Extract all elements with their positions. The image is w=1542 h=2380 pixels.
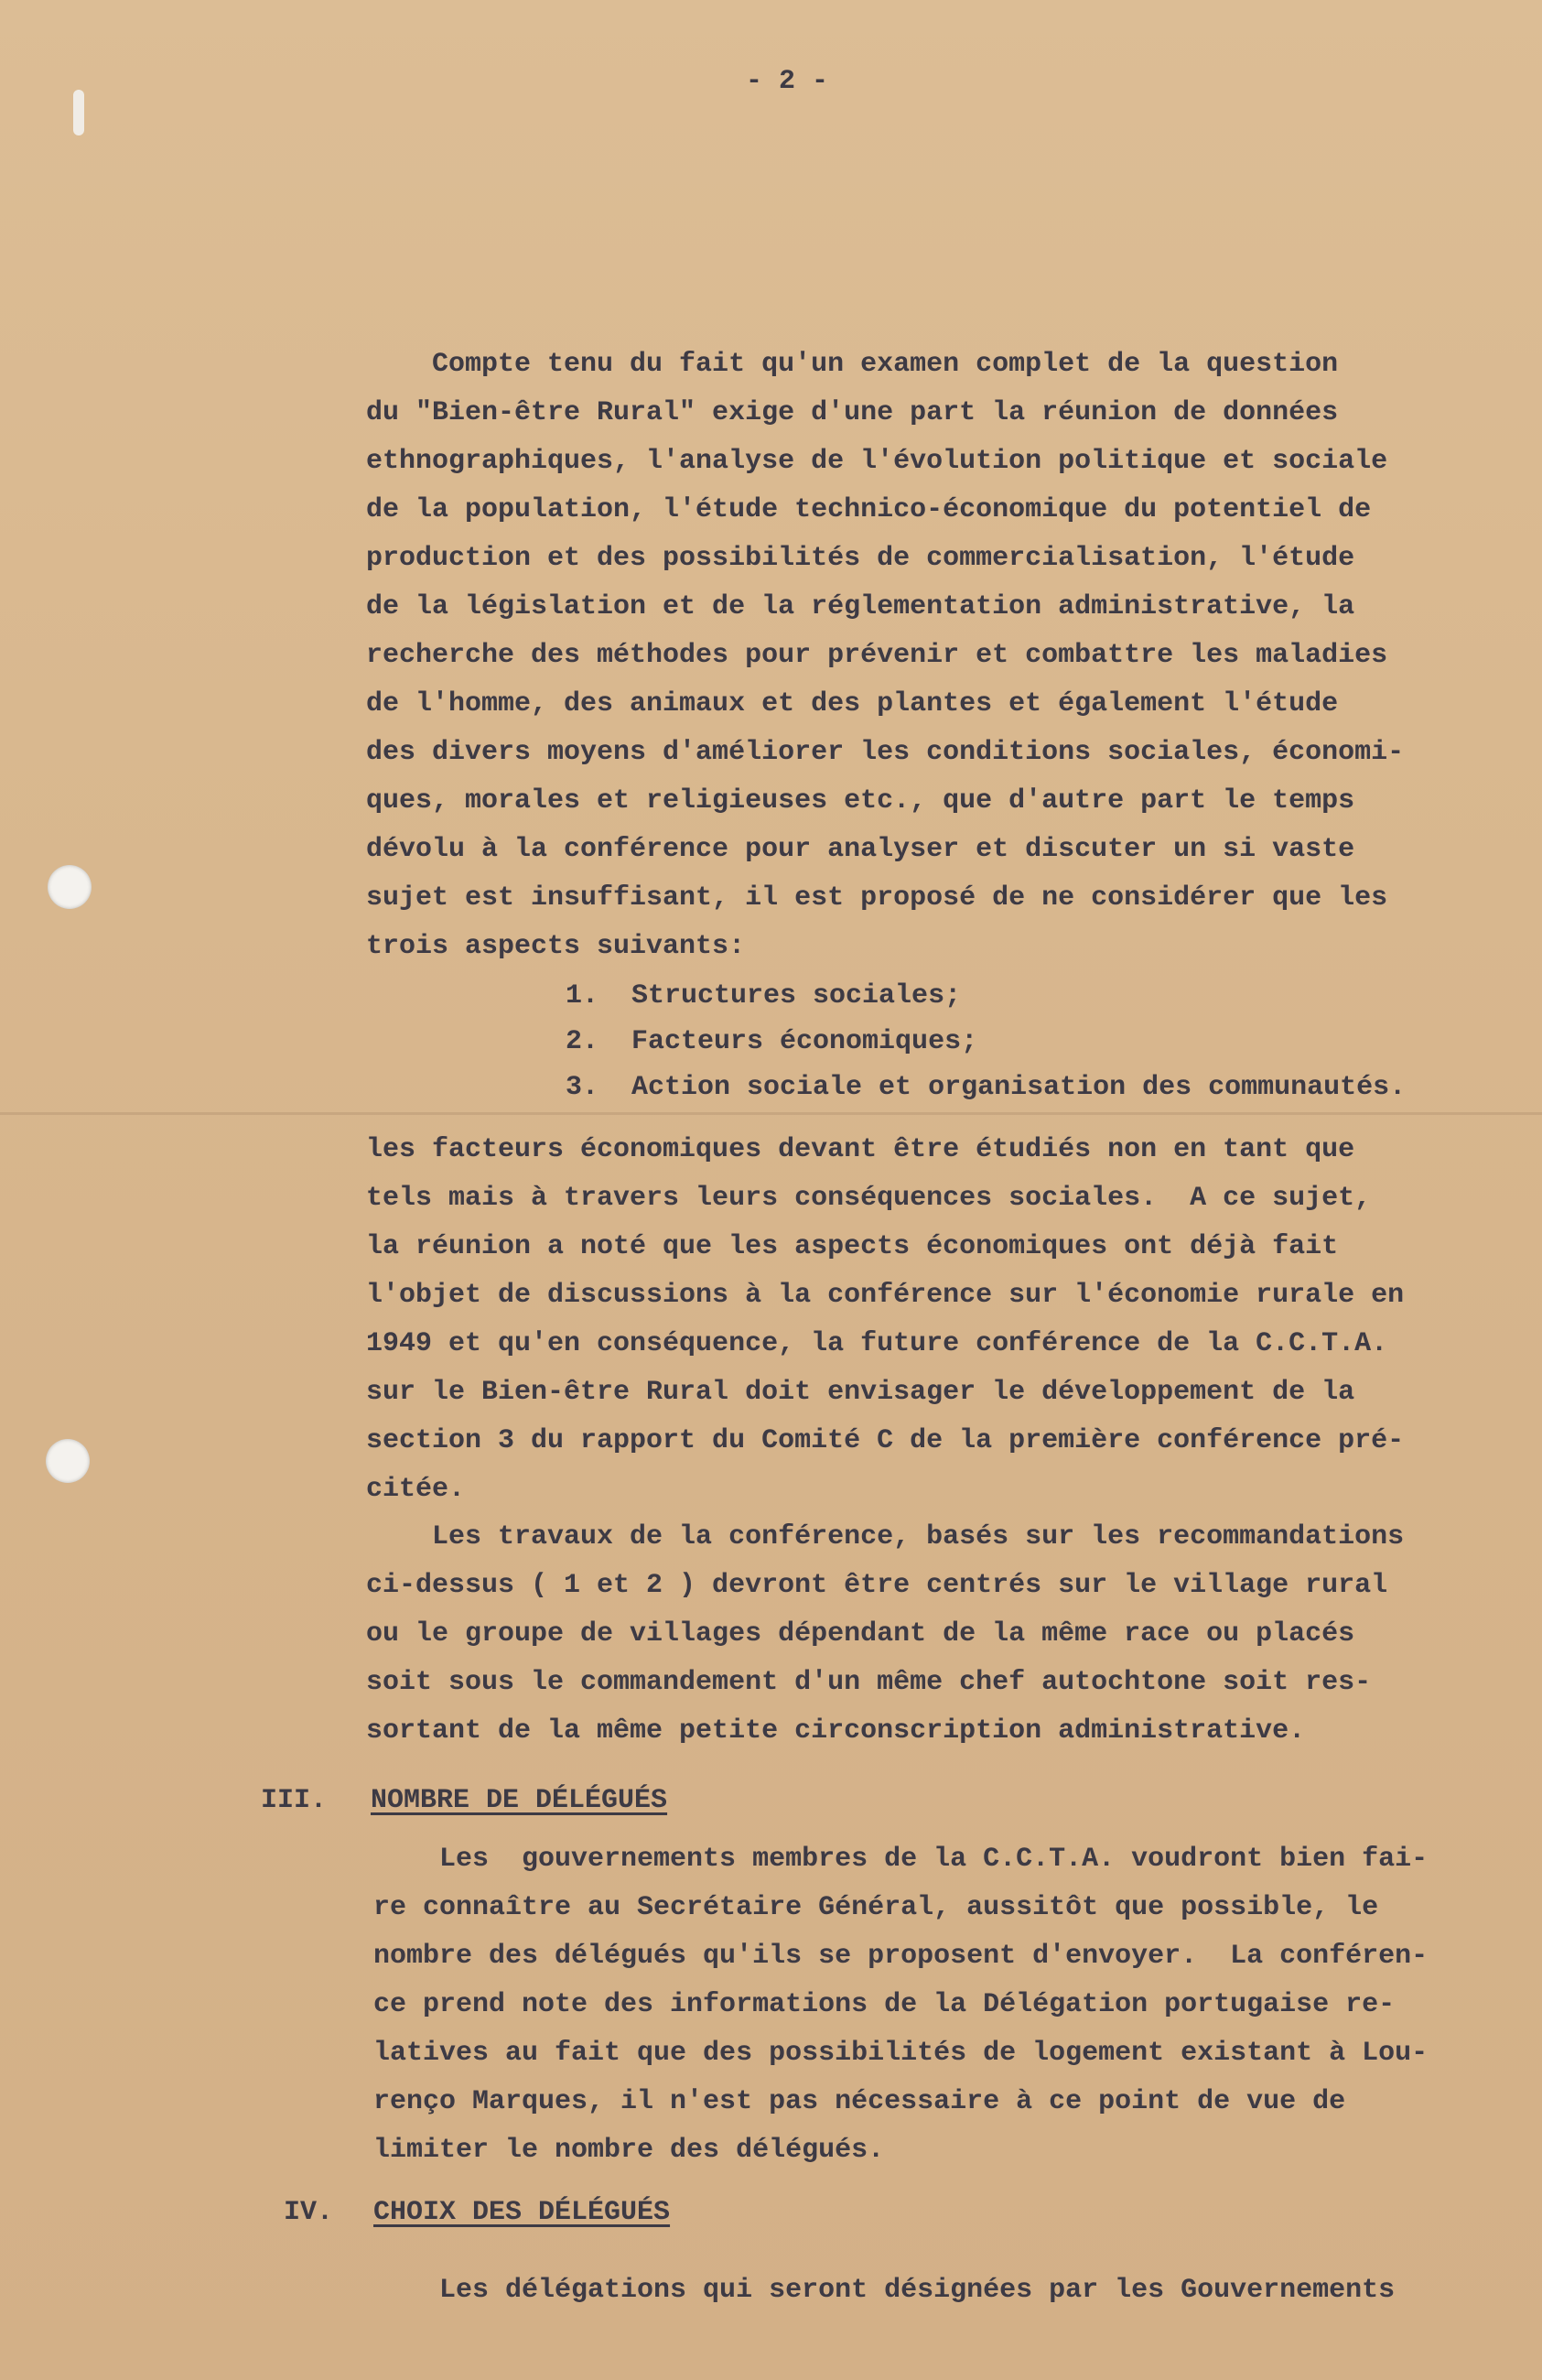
- text-line: limiter le nombre des délégués.: [373, 2135, 885, 2166]
- page-number: - 2 -: [745, 66, 828, 97]
- text-line: des divers moyens d'améliorer les conditions sociales, économi-: [366, 737, 1405, 768]
- punch-hole-bottom: [46, 1439, 90, 1483]
- text-line: trois aspects suivants:: [366, 931, 746, 962]
- text-line: ethnographiques, l'analyse de l'évolution politique et sociale: [366, 446, 1388, 477]
- text-line: Les délégations qui seront désignées par les Gouvernements: [373, 2275, 1396, 2306]
- text-line: sur le Bien-être Rural doit envisager le développement de la: [366, 1377, 1355, 1408]
- text-line: citée.: [366, 1474, 466, 1505]
- section-number-iii: III.: [261, 1785, 328, 1816]
- paragraph-economic-factors: [366, 1126, 1501, 1514]
- text-line: de la population, l'étude technico-économique du potentiel de: [366, 494, 1372, 525]
- text-line: ce prend note des informations de la Délégation portugaise re-: [373, 1989, 1396, 2020]
- text-line: section 3 du rapport du Comité C de la première conférence pré-: [366, 1425, 1405, 1456]
- text-line: l'objet de discussions à la conférence sur l'économie rurale en: [366, 1280, 1405, 1311]
- text-line: production et des possibilités de commercialisation, l'étude: [366, 543, 1355, 574]
- text-line: ci-dessus ( 1 et 2 ) devront être centrés sur le village rural: [366, 1570, 1388, 1601]
- text-line: 1949 et qu'en conséquence, la future conférence de la C.C.T.A.: [366, 1328, 1388, 1359]
- section-title-choix-delegues: CHOIX DES DÉLÉGUÉS: [373, 2197, 671, 2228]
- text-line: dévolu à la conférence pour analyser et discuter un si vaste: [366, 834, 1355, 865]
- text-line: de l'homme, des animaux et des plantes et également l'étude: [366, 688, 1339, 719]
- text-line: Les travaux de la conférence, basés sur les recommandations: [366, 1521, 1405, 1552]
- paragraph-choix-delegues: [373, 2266, 1526, 2315]
- text-line: sortant de la même petite circonscription administrative.: [366, 1715, 1306, 1747]
- text-line: Les gouvernements membres de la C.C.T.A. voudront bien fai-: [373, 1844, 1429, 1875]
- text-line: sujet est insuffisant, il est proposé de ne considérer que les: [366, 882, 1388, 914]
- punch-hole-top: [48, 865, 92, 909]
- text-line: ou le groupe de villages dépendant de la même race ou placés: [366, 1618, 1355, 1650]
- text-line: la réunion a noté que les aspects économiques ont déjà fait: [366, 1231, 1339, 1262]
- text-line: de la législation et de la réglementation administrative, la: [366, 591, 1355, 622]
- paragraph-nombre-delegues: [373, 1835, 1526, 2175]
- text-line: du "Bien-être Rural" exige d'une part la réunion de données: [366, 397, 1339, 428]
- text-line: renço Marques, il n'est pas nécessaire à ce point de vue de: [373, 2086, 1346, 2117]
- list-item-1: 1. Structures sociales;: [566, 980, 962, 1012]
- text-line: re connaître au Secrétaire Général, aussitôt que possible, le: [373, 1892, 1379, 1923]
- list-item-3: 3. Action sociale et organisation des communautés.: [566, 1072, 1407, 1103]
- paragraph-conference-work: [366, 1513, 1510, 1756]
- text-line: ques, morales et religieuses etc., que d'autre part le temps: [366, 785, 1355, 817]
- text-line: nombre des délégués qu'ils se proposent d'envoyer. La conféren-: [373, 1941, 1429, 1972]
- paper-fold: [0, 1112, 1542, 1115]
- text-line: latives au fait que des possibilités de logement existant à Lou-: [373, 2038, 1429, 2069]
- text-line: Compte tenu du fait qu'un examen complet de la question: [366, 349, 1339, 380]
- paragraph-intro: [366, 341, 1501, 971]
- list-item-2: 2. Facteurs économiques;: [566, 1026, 978, 1057]
- text-line: recherche des méthodes pour prévenir et combattre les maladies: [366, 640, 1388, 671]
- text-line: soit sous le commandement d'un même chef autochtone soit res-: [366, 1667, 1372, 1698]
- text-line: tels mais à travers leurs conséquences sociales. A ce sujet,: [366, 1183, 1372, 1214]
- section-number-iv: IV.: [284, 2197, 334, 2228]
- text-line: les facteurs économiques devant être étudiés non en tant que: [366, 1134, 1355, 1165]
- paper-tear: [73, 90, 84, 135]
- section-title-nombre-delegues: NOMBRE DE DÉLÉGUÉS: [371, 1785, 668, 1816]
